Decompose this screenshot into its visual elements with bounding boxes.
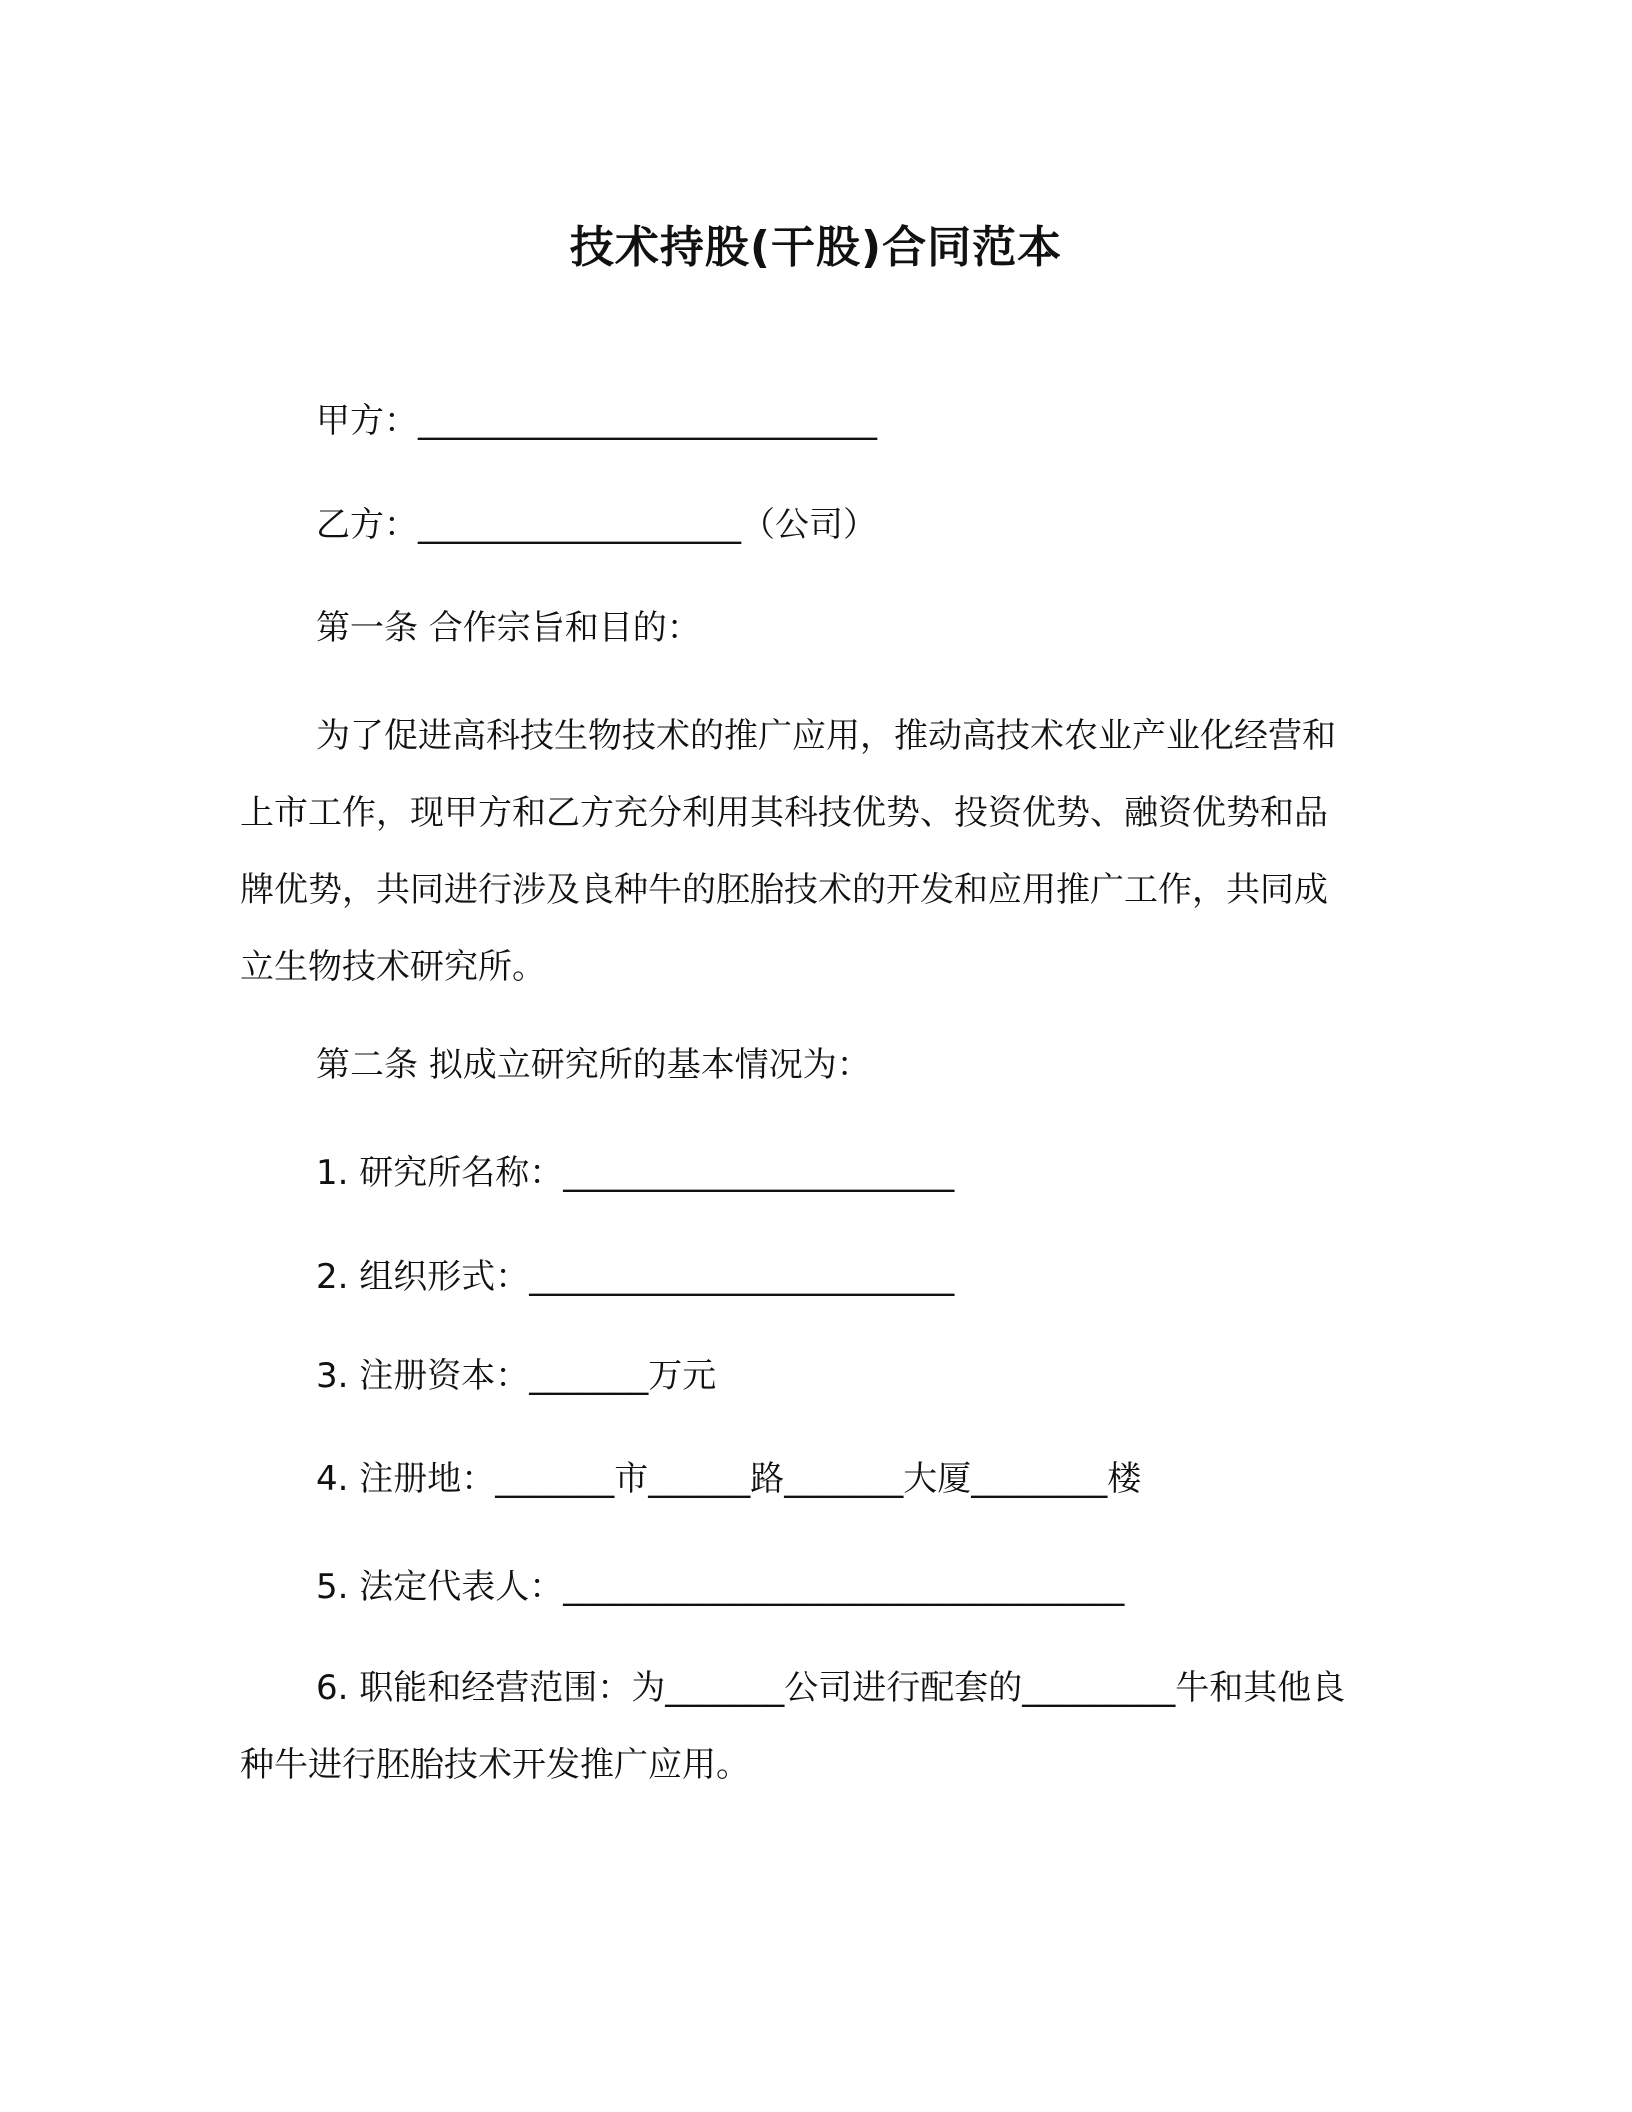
item-label: 4. 注册地： (316, 1459, 496, 1499)
address-floor: 楼 (1107, 1459, 1142, 1499)
scope-blank-company: _______ (665, 1668, 785, 1708)
address-blank-road: ______ (648, 1459, 751, 1499)
item-label: 3. 注册资本： (316, 1356, 530, 1396)
item-registered-address (316, 1454, 1141, 1504)
article-1-body: 为了促进高科技生物技术的推广应用，推动高技术农业产业化经营和上市工作，现甲方和乙方充分利用其科技优势、投资优势、融资优势和品牌优势，共同进行涉及良种牛的胚胎技术的开发和应用推广工作，共同成立生物技术研究所。 (240, 716, 1336, 987)
item-suffix: 万元 (648, 1356, 717, 1396)
party-b-blank: ___________________ (418, 505, 741, 545)
item-legal-representative (316, 1562, 1124, 1612)
address-blank-building: _______ (784, 1459, 904, 1499)
party-a-label: 甲方： (316, 401, 418, 441)
scope-blank-cattle: _________ (1022, 1668, 1176, 1708)
item-blank: _________________________________ (563, 1567, 1125, 1607)
party-b-label: 乙方： (316, 505, 418, 545)
document-title: 技术持股(干股)合同范本 (569, 222, 1063, 273)
address-road: 路 (750, 1459, 785, 1499)
address-blank-floor: ________ (971, 1459, 1108, 1499)
item-registered-capital (316, 1351, 716, 1401)
item-organization-form (316, 1252, 954, 1302)
article-2-heading: 第二条 拟成立研究所的基本情况为： (316, 1045, 871, 1085)
address-blank-city: _______ (495, 1459, 615, 1499)
item-label: 2. 组织形式： (316, 1257, 530, 1297)
item-business-scope (240, 1650, 1360, 1804)
address-building: 大厦 (903, 1459, 972, 1499)
item-label: 5. 法定代表人： (316, 1567, 564, 1607)
item-label: 1. 研究所名称： (316, 1153, 564, 1193)
item-blank: _________________________ (529, 1257, 955, 1297)
party-b-line (316, 500, 877, 550)
scope-end-text: 牛和其他良种牛进行胚胎技术开发推广应用。 (240, 1668, 1346, 1785)
party-b-suffix: （公司） (741, 505, 877, 545)
item-blank: _______________________ (563, 1153, 955, 1193)
party-a-blank: ___________________________ (418, 401, 877, 441)
item-label: 6. 职能和经营范围：为 (316, 1668, 666, 1708)
scope-mid-text: 公司进行配套的 (784, 1668, 1023, 1708)
item-institute-name (316, 1148, 954, 1198)
party-a-line (316, 396, 877, 446)
article-1-heading: 第一条 合作宗旨和目的： (316, 608, 701, 648)
item-blank: _______ (529, 1356, 649, 1396)
address-city: 市 (614, 1459, 649, 1499)
